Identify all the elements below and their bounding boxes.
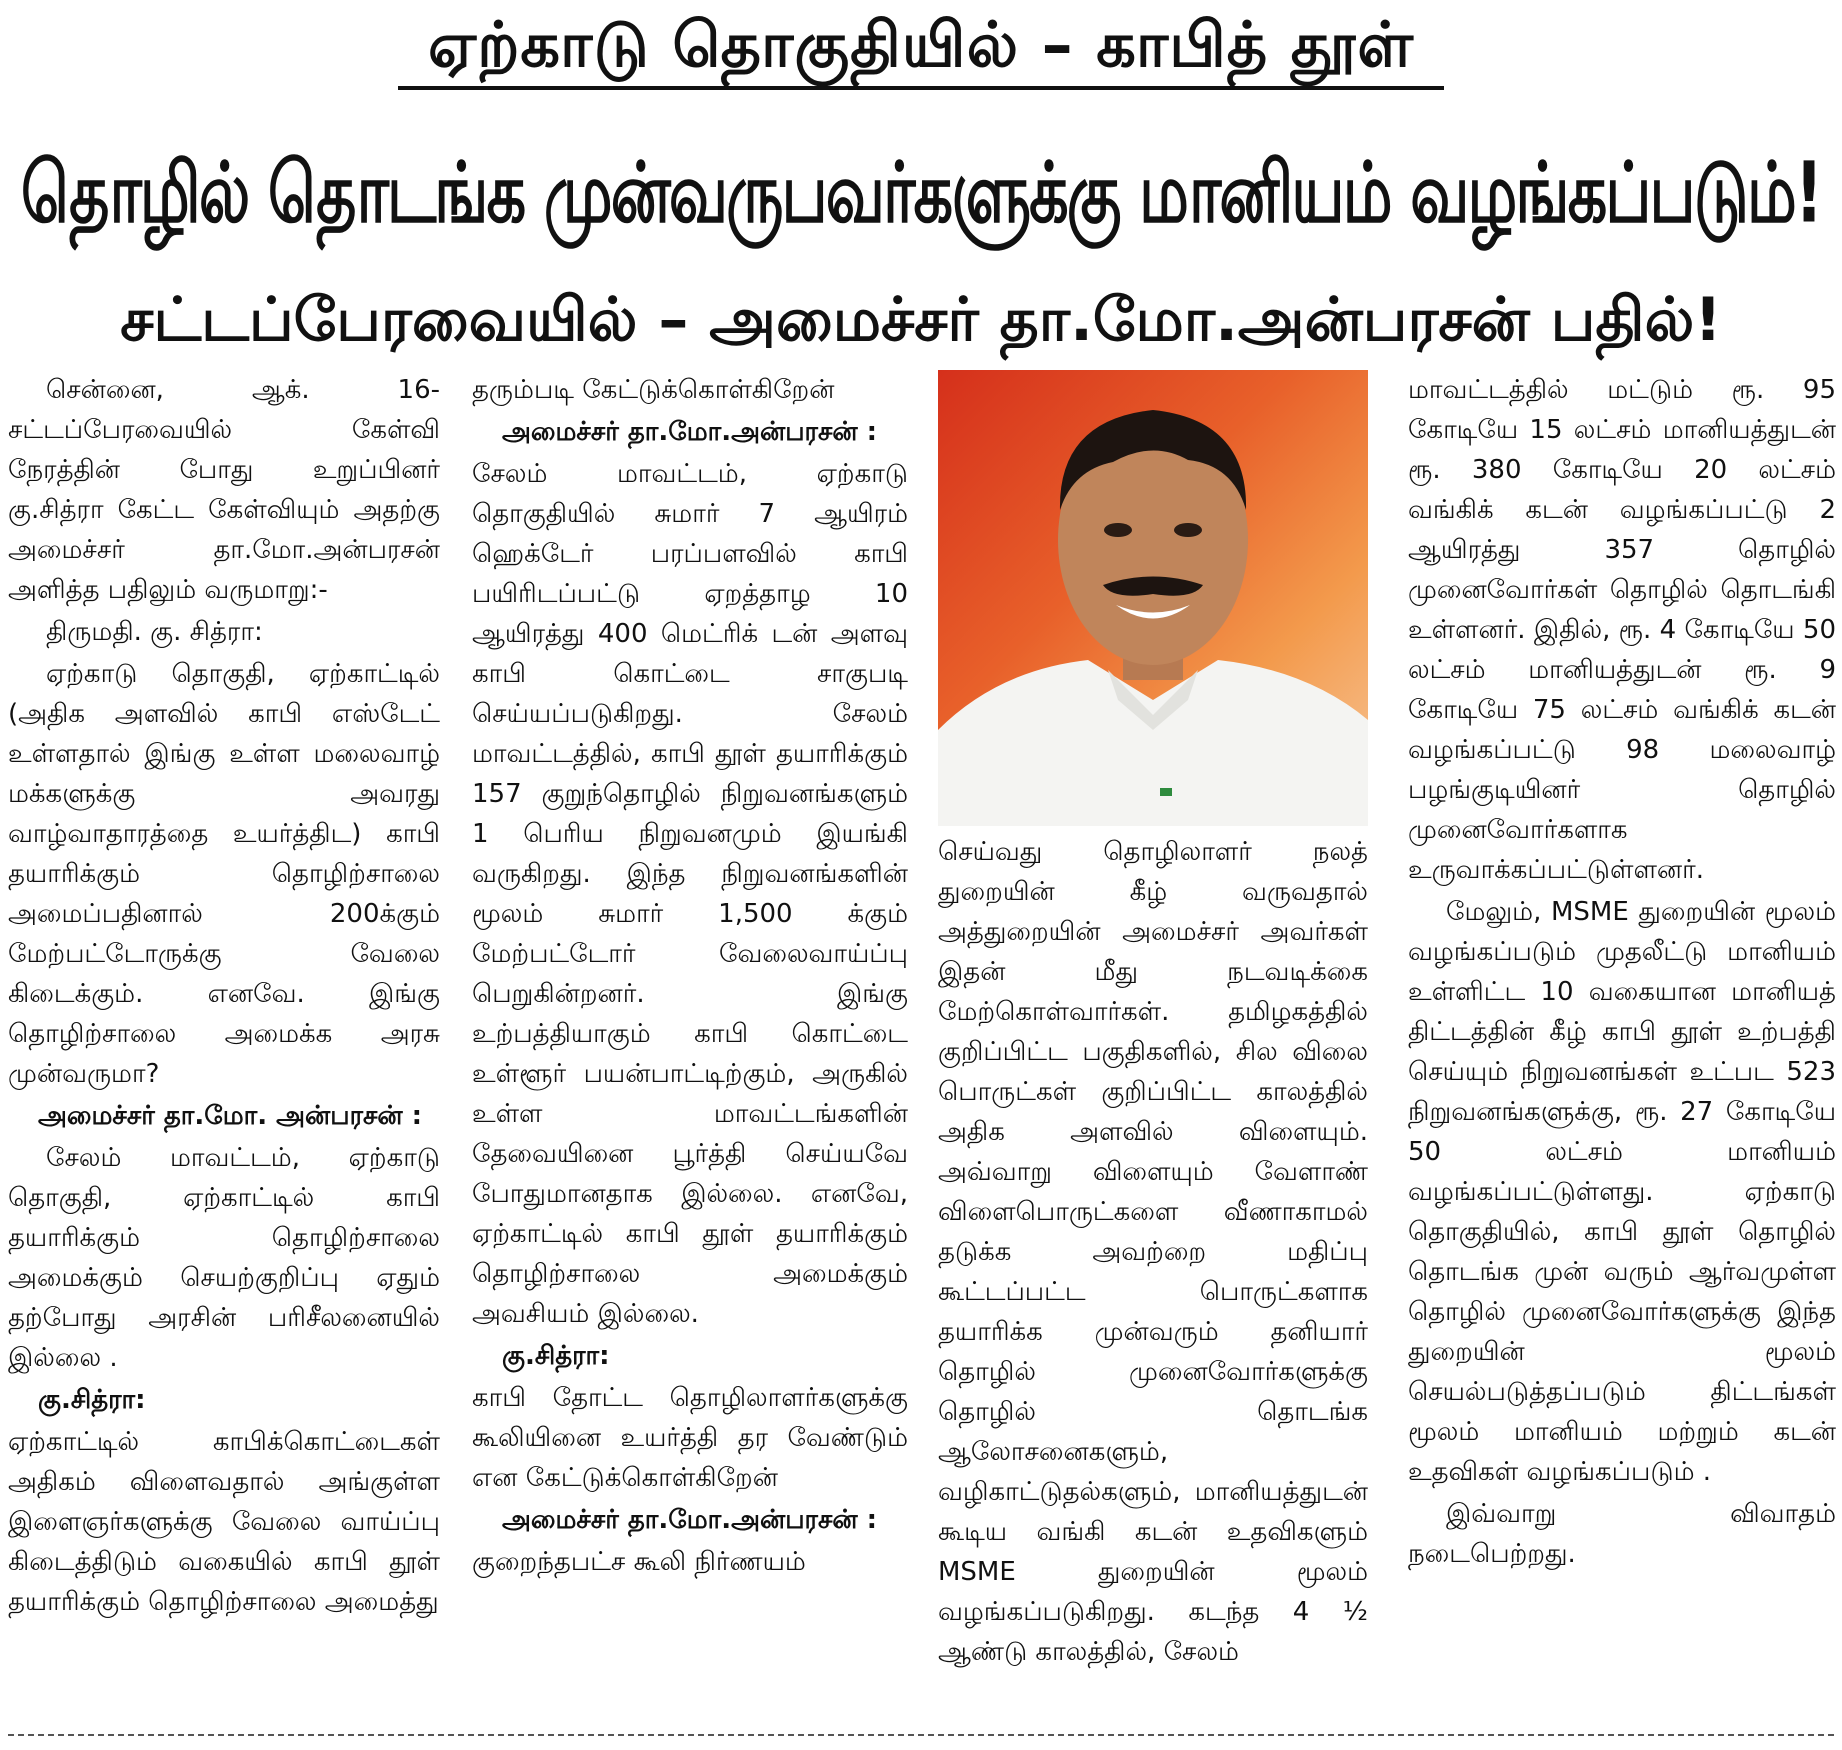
speaker-label: அமைச்சர் தா.மோ. அன்பரசன் : — [38, 1101, 423, 1131]
paragraph: சென்னை, ஆக். 16- சட்டப்பேரவையில் கேள்வி நேரத்தின் போது உறுப்பினர் கு.சித்ரா கேட்ட கேள்வியும் அதற்கு அமைச்சர் தா.மோ.அன்பரசன் அளித்த பதிலும் வருமாறு:- — [8, 375, 440, 605]
speaker-label: கு.சித்ரா: — [502, 1341, 610, 1371]
subheadline: சட்டப்பேரவையில் – அமைச்சர் தா.மோ.அன்பரசன் பதில்! — [120, 285, 1722, 355]
paragraph: இவ்வாறு விவாதம் நடைபெற்றது. — [1408, 1499, 1836, 1569]
paragraph: செய்வது தொழிலாளர் நலத் துறையின் கீழ் வருவதால் அத்துறையின் அமைச்சர் அவர்கள் இதன் மீது நடவடிக்கை மேற்கொள்வார்கள். தமிழகத்தில் குறிப்பிட்ட பகுதிகளில், சில விலை பொருட்கள் குறிப்பிட்ட காலத்தில் அதிக அளவில் விளையும். அவ்வாறு விளையும் வேளாண் விளைபொருட்களை வீணாகாமல் தடுக்க அவற்றை மதிப்பு கூட்டப்பட்ட பொருட்களாக தயாரிக்க முன்வரும் தனியார் தொழில் முனைவோர்களுக்கு தொழில் தொடங்க ஆலோசனைகளும், வழிகாட்டுதல்களும், மானியத்துடன் கூடிய வங்கி கடன் உதவிகளும் MSME துறையின் மூலம் வழங்கப்படுகிறது. கடந்த 4 ½ ஆண்டு காலத்தில், சேலம் — [938, 837, 1368, 1667]
article-column-3 — [938, 832, 1368, 1724]
kicker-text: ஏற்காடு தொகுதியில் – காபித் தூள் — [398, 4, 1444, 90]
speaker-label: கு.சித்ரா: — [38, 1385, 146, 1415]
paragraph: மேலும், MSME துறையின் மூலம் வழங்கப்படும் முதலீட்டு மானியம் உள்ளிட்ட 10 வகையான மானியத் திட்டத்தின் கீழ் காபி தூள் உற்பத்தி செய்யும் நிறுவனங்கள் உட்பட 523 நிறுவனங்களுக்கு, ரூ. 27 கோடியே 50 லட்சம் மானியம் வழங்கப்பட்டுள்ளது. ஏற்காடு தொகுதியில், காபி தூள் தொழில் தொடங்க முன் வரும் ஆர்வமுள்ள தொழில் முனைவோர்களுக்கு இந்த துறையின் மூலம் செயல்படுத்தப்படும் திட்டங்கள் மூலம் மானியம் மற்றும் கடன் உதவிகள் வழங்கப்படும் . — [1408, 897, 1836, 1487]
paragraph: காபி தோட்ட தொழிலாளர்களுக்கு கூலியினை உயர்த்தி தர வேண்டும் என கேட்டுக்கொள்கிறேன் — [472, 1383, 908, 1493]
minister-photo — [938, 370, 1368, 826]
paragraph: ஏற்காடு தொகுதி, ஏற்காட்டில் (அதிக அளவில் காபி எஸ்டேட் உள்ளதால் இங்கு உள்ள மலைவாழ் மக்களுக்கு அவரது வாழ்வாதாரத்தை உயர்த்திட) காபி தயாரிக்கும் தொழிற்சாலை அமைப்பதினால் 200க்கும் மேற்பட்டோருக்கு வேலை கிடைக்கும். எனவே. இங்கு தொழிற்சாலை அமைக்க அரசு முன்வருமா? — [8, 659, 440, 1089]
article-column-2 — [472, 370, 908, 1724]
paragraph: தரும்படி கேட்டுக்கொள்கிறேன் — [472, 375, 835, 405]
speaker-label: திருமதி. கு. சித்ரா: — [46, 617, 263, 647]
speaker-label: அமைச்சர் தா.மோ.அன்பரசன் : — [502, 417, 878, 447]
paragraph: சேலம் மாவட்டம், ஏற்காடு தொகுதி, ஏற்காட்டில் காபி தயாரிக்கும் தொழிற்சாலை அமைக்கும் செயற்குறிப்பு ஏதும் தற்போது அரசின் பரிசீலனையில் இல்லை . — [8, 1143, 440, 1373]
bottom-rule — [8, 1734, 1834, 1736]
article-column-4 — [1408, 370, 1836, 1724]
article-column-1 — [8, 370, 440, 1724]
paragraph: ஏற்காட்டில் காபிக்கொட்டைகள் அதிகம் விளைவதால் அங்குள்ள இளைஞர்களுக்கு வேலை வாய்ப்பு கிடைத்திடும் வகையில் காபி தூள் தயாரிக்கும் தொழிற்சாலை அமைத்து — [8, 1427, 440, 1617]
portrait-illustration — [938, 370, 1368, 826]
headline: தொழில் தொடங்க முன்வருபவர்களுக்கு மானியம் வழங்கப்படும்! — [20, 143, 1822, 242]
paragraph: மாவட்டத்தில் மட்டும் ரூ. 95 கோடியே 15 லட்சம் மானியத்துடன் ரூ. 380 கோடியே 20 லட்சம் வங்கிக் கடன் வழங்கப்பட்டு 2 ஆயிரத்து 357 தொழில் முனைவோர்கள் தொழில் தொடங்கி உள்ளனர். இதில், ரூ. 4 கோடியே 50 லட்சம் மானியத்துடன் ரூ. 9 கோடியே 75 லட்சம் வங்கிக் கடன் வழங்கப்பட்டு 98 மலைவாழ் பழங்குடியினர் தொழில் முனைவோர்களாக உருவாக்கப்பட்டுள்ளனர். — [1408, 375, 1836, 885]
paragraph: சேலம் மாவட்டம், ஏற்காடு தொகுதியில் சுமார் 7 ஆயிரம் ஹெக்டேர் பரப்பளவில் காபி பயிரிடப்பட்டு ஏறத்தாழ 10 ஆயிரத்து 400 மெட்ரிக் டன் அளவு காபி கொட்டை சாகுபடி செய்யப்படுகிறது. சேலம் மாவட்டத்தில், காபி தூள் தயாரிக்கும் 157 குறுந்தொழில் நிறுவனங்களும் 1 பெரிய நிறுவனமும் இயங்கி வருகிறது. இந்த நிறுவனங்களின் மூலம் சுமார் 1,500 க்கும் மேற்பட்டோர் வேலைவாய்ப்பு பெறுகின்றனர். இங்கு உற்பத்தியாகும் காபி கொட்டை உள்ளூர் பயன்பாட்டிற்கும், அருகில் உள்ள மாவட்டங்களின் தேவையினை பூர்த்தி செய்யவே போதுமானதாக இல்லை. எனவே, ஏற்காட்டில் காபி தூள் தயாரிக்கும் தொழிற்சாலை அமைக்கும் அவசியம் இல்லை. — [472, 459, 908, 1329]
speaker-label: அமைச்சர் தா.மோ.அன்பரசன் : — [502, 1505, 878, 1535]
paragraph: குறைந்தபட்ச கூலி நிர்ணயம் — [472, 1547, 806, 1577]
kicker — [0, 4, 1842, 90]
